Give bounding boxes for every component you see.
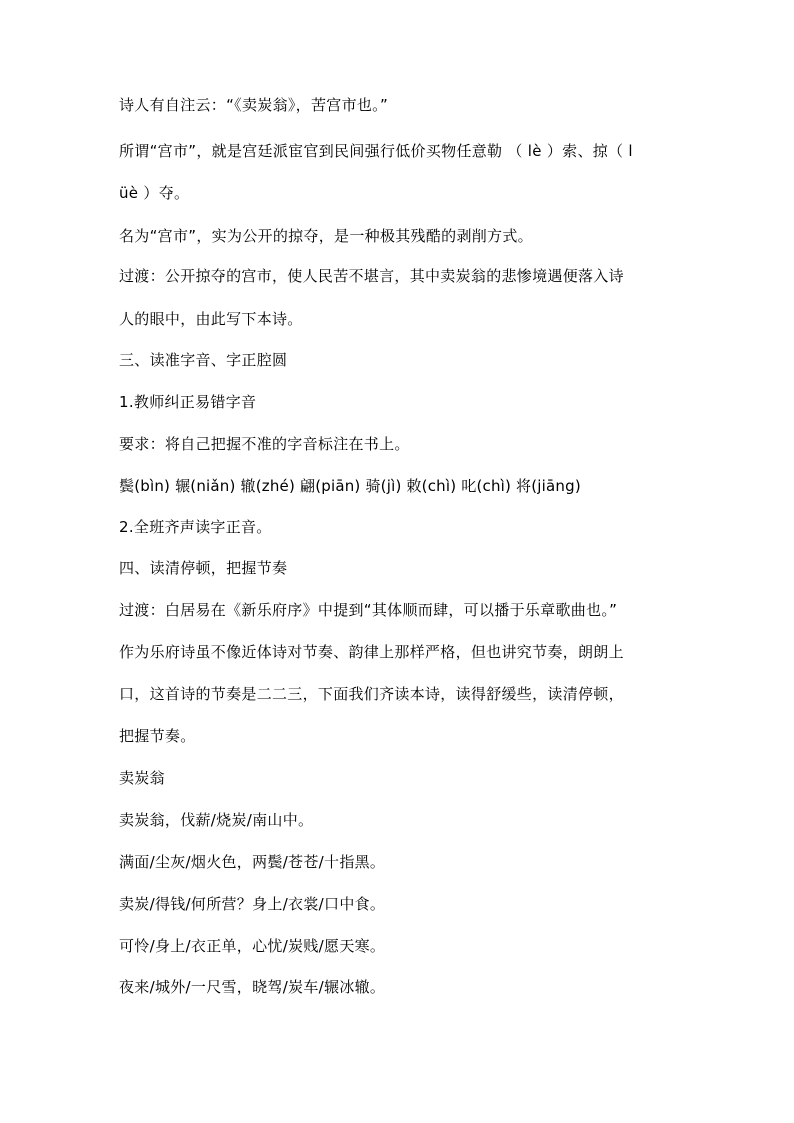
text-line: 所谓“宫市”，就是宫廷派宦官到民间强行低价买物任意勒 （ lè ）索、掠（ l [119, 142, 633, 160]
section-heading: 三、读准字音、字正腔圆 [119, 351, 288, 369]
subsection-heading: 2.全班齐声读字正音。 [119, 518, 272, 536]
section-heading: 四、读清停顿，把握节奏 [119, 559, 288, 577]
poem-line: 夜来/城外/一尺雪，晓驾/炭车/辗冰辙。 [119, 978, 386, 996]
text-line: 口，这首诗的节奏是二二三，下面我们齐读本诗，读得舒缓些，读清停顿， [119, 685, 624, 703]
text-line: 作为乐府诗虽不像近体诗对节奏、韵律上那样严格，但也讲究节奏，朗朗上 [119, 643, 624, 661]
poem-title: 卖炭翁 [119, 769, 165, 787]
text-line: 诗人有自注云：“《卖炭翁》，苦宫市也。” [119, 96, 389, 114]
poem-line: 可怜/身上/衣正单，心忧/炭贱/愿天寒。 [119, 937, 386, 955]
text-line: üè ）夺。 [119, 184, 190, 202]
poem-line: 卖炭翁，伐薪/烧炭/南山中。 [119, 811, 314, 829]
subsection-heading: 1.教师纠正易错字音 [119, 393, 257, 411]
pinyin-list: 鬓(bìn) 辗(niǎn) 辙(zhé) 翩(piān) 骑(jì) 敕(chì) 叱(chì) 将(jiāng) [119, 477, 581, 495]
poem-line: 卖炭/得钱/何所营？身上/衣裳/口中食。 [119, 895, 386, 913]
text-line: 过渡：白居易在《新乐府序》中提到“其体顺而肆，可以播于乐章歌曲也。” [119, 601, 618, 619]
text-line: 过渡：公开掠夺的宫市，使人民苦不堪言，其中卖炭翁的悲惨境遇便落入诗 [119, 267, 624, 285]
text-line: 名为“宫市”，实为公开的掠夺，是一种极其残酷的剥削方式。 [119, 227, 533, 245]
text-line: 把握节奏。 [119, 727, 196, 745]
poem-line: 满面/尘灰/烟火色，两鬓/苍苍/十指黑。 [119, 853, 386, 871]
text-line: 要求：将自己把握不准的字音标注在书上。 [119, 435, 410, 453]
text-line: 人的眼中，由此写下本诗。 [119, 310, 303, 328]
